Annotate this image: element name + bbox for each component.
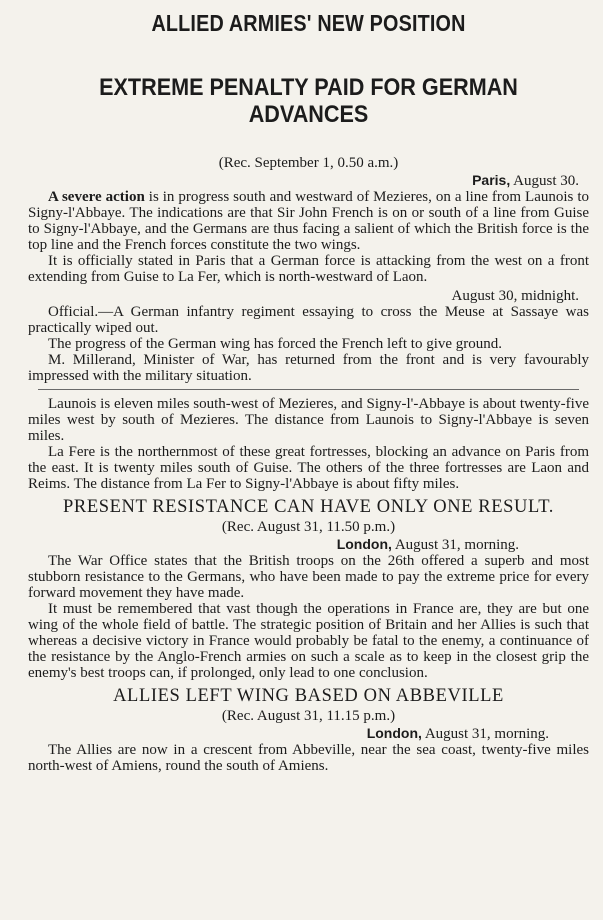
paragraph: [28, 189, 589, 253]
divider: [38, 389, 579, 390]
dateline-place: London,: [366, 725, 422, 741]
paragraph: M. Millerand, Minister of War, has returned from the front and is very favourably impressed with the military situation.: [28, 352, 589, 384]
received-line: (Rec. August 31, 11.15 p.m.): [221, 708, 396, 724]
paragraph-text: is in progress south and westward of Mezieres, on a line from Launois to Signy-l'Abbaye. The indications are that Sir John French is on or south of a line from Guise to Signy-l'Abbaye, and the Germans are thus facing a salient of which the British force is the top line and the French forces constitute the two wings.: [28, 189, 589, 253]
sub-headline-line-1: EXTREME PENALTY PAID FOR GERMAN: [99, 74, 518, 101]
paragraph: Launois is eleven miles south-west of Mezieres, and Signy-l'-Abbaye is about twenty-five miles west by south of Mezieres. The distance from Launois to Signy-l'Abbaye is seven miles.: [28, 396, 589, 444]
received-line: (Rec. August 31, 11.50 p.m.): [221, 519, 396, 535]
paragraph: The War Office states that the British troops on the 26th offered a superb and most stubborn resistance to the Germans, who have been made to pay the extreme price for every forward movement they have made.: [28, 553, 589, 601]
dateline: [28, 536, 589, 553]
paragraph: [28, 304, 589, 336]
sub-headline: [56, 74, 561, 128]
dateline: [28, 172, 589, 189]
paragraph: It must be remembered that vast though the operations in France are, they are but one wing of the whole field of battle. The strategic position of Britain and her Allies is such that whereas a decisive victory in France would probably be fatal to the enemy, a continuance of the resistance by the Anglo-French armies on such a scale as to keep in the closest grip the enemy's best troops can, if prolonged, only lead to one conclusion.: [28, 601, 589, 681]
dateline-secondary: August 30, midnight.: [451, 288, 579, 304]
section-heading: ALLIES LEFT WING BASED ON ABBEVILLE: [113, 686, 504, 706]
dateline-date: August 31, morning.: [394, 537, 519, 553]
main-headline: ALLIED ARMIES' NEW POSITION: [151, 10, 466, 36]
received-line: (Rec. September 1, 0.50 a.m.): [218, 155, 399, 171]
paragraph: La Fere is the northernmost of these great fortresses, blocking an advance on Paris from the east. It is twenty miles south of Guise. The others of the three fortresses are Laon and Reims. The distance from La Fer to Signy-l'Abbaye is about fifty miles.: [28, 444, 589, 492]
paragraph: The progress of the German wing has forced the French left to give ground.: [48, 336, 503, 352]
paragraph-text: A German infantry regiment essaying to cross the Meuse at Sassaye was practically wiped out.: [28, 304, 589, 336]
dateline-date: August 30.: [513, 173, 579, 189]
paragraph: It is officially stated in Paris that a German force is attacking from the west on a front extending from Guise to La Fer, which is north-westward of Laon.: [28, 253, 589, 285]
dateline-place: Paris,: [472, 172, 511, 188]
dateline: [28, 725, 589, 742]
paragraph: The Allies are now in a crescent from Abbeville, near the sea coast, twenty-five miles north-west of Amiens, round the south of Amiens.: [28, 742, 589, 774]
paragraph-lead: Official.—: [48, 304, 114, 320]
dateline-place: London,: [336, 536, 392, 552]
dateline-date: August 31, morning.: [424, 726, 549, 742]
section-heading: PRESENT RESISTANCE CAN HAVE ONLY ONE RESULT.: [63, 497, 554, 517]
paragraph-lead: A severe action: [48, 189, 145, 205]
sub-headline-line-2: ADVANCES: [248, 101, 369, 128]
